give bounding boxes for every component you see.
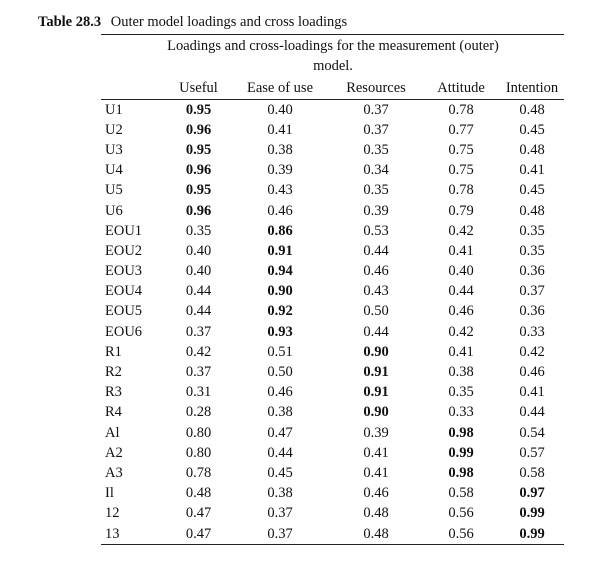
cell-resources: 0.39	[363, 202, 389, 219]
cell-ease-of-use: 0.39	[267, 162, 293, 179]
cell-resources: 0.37	[363, 121, 389, 138]
table-body	[101, 100, 564, 545]
row-label: U1	[105, 101, 123, 118]
cell-ease-of-use: 0.50	[267, 364, 293, 381]
cell-useful: 0.40	[185, 263, 212, 280]
table-caption	[38, 14, 347, 31]
cell-resources: 0.35	[363, 141, 389, 158]
cell-ease-of-use: 0.92	[267, 303, 293, 320]
table-description: Loadings and cross-loadings for the measurement (outer) model.	[167, 38, 499, 74]
table-row	[101, 282, 564, 302]
cell-intention: 0.48	[519, 101, 545, 118]
cell-attitude: 0.41	[448, 242, 474, 259]
cell-attitude: 0.42	[448, 323, 474, 340]
table-row	[101, 342, 564, 362]
cell-ease-of-use: 0.45	[267, 464, 293, 481]
table-row	[101, 383, 564, 403]
cell-ease-of-use: 0.38	[267, 485, 293, 502]
cell-resources: 0.35	[363, 182, 389, 199]
row-label: EOU3	[105, 263, 143, 280]
cell-intention: 0.57	[519, 444, 545, 461]
cell-useful: 0.78	[185, 464, 212, 481]
row-label: Al	[105, 424, 120, 441]
top-rule	[101, 34, 564, 35]
table-row	[101, 524, 564, 545]
cell-intention: 0.97	[519, 485, 545, 502]
cell-attitude: 0.38	[448, 364, 474, 381]
cell-attitude: 0.44	[448, 283, 474, 300]
cell-intention: 0.99	[500, 524, 564, 545]
column-header-resources: Resources	[330, 78, 422, 100]
cell-intention: 0.35	[519, 242, 545, 259]
cell-intention: 0.35	[519, 222, 545, 239]
table-row	[101, 423, 564, 443]
table-row	[101, 443, 564, 463]
cell-intention: 0.45	[519, 121, 545, 138]
cell-attitude: 0.40	[448, 263, 474, 280]
table-row	[101, 262, 564, 282]
cell-intention: 0.42	[519, 343, 545, 360]
cell-ease-of-use: 0.38	[267, 141, 293, 158]
cell-resources: 0.53	[363, 222, 389, 239]
column-header-attitude: Attitude	[422, 78, 500, 100]
cell-intention: 0.36	[519, 303, 545, 320]
cell-useful: 0.35	[185, 222, 212, 239]
table-row	[101, 302, 564, 322]
column-header-intention: Intention	[500, 78, 564, 100]
column-header-indicator	[101, 78, 167, 100]
cell-useful: 0.80	[185, 444, 212, 461]
cell-resources: 0.46	[363, 263, 389, 280]
cell-intention: 0.99	[519, 505, 545, 522]
row-label: U3	[105, 141, 123, 158]
cell-attitude: 0.78	[448, 101, 474, 118]
row-label: EOU5	[105, 303, 143, 320]
cell-useful: 0.37	[185, 323, 212, 340]
cell-attitude: 0.77	[448, 121, 474, 138]
cell-ease-of-use: 0.51	[267, 343, 293, 360]
cell-useful: 0.96	[185, 202, 212, 219]
cell-useful: 0.40	[185, 242, 212, 259]
cell-useful: 0.28	[185, 404, 212, 421]
table-row	[101, 120, 564, 140]
loadings-table	[101, 78, 564, 545]
cell-intention: 0.48	[519, 202, 545, 219]
cell-ease-of-use: 0.94	[267, 263, 293, 280]
row-label: U6	[105, 202, 123, 219]
row-label: EOU2	[105, 242, 143, 259]
cell-intention: 0.45	[519, 182, 545, 199]
cell-intention: 0.58	[519, 464, 545, 481]
row-label: EOU4	[105, 283, 143, 300]
row-label: A2	[105, 444, 123, 461]
cell-ease-of-use: 0.37	[267, 505, 293, 522]
cell-resources: 0.91	[363, 384, 389, 401]
table-row	[101, 241, 564, 261]
cell-attitude: 0.33	[448, 404, 474, 421]
cell-attitude: 0.79	[448, 202, 474, 219]
row-label: 13	[101, 524, 167, 545]
cell-useful: 0.47	[167, 524, 230, 545]
cell-resources: 0.90	[363, 404, 389, 421]
cell-ease-of-use: 0.41	[267, 121, 293, 138]
row-label: R2	[105, 364, 122, 381]
column-header-useful: Useful	[167, 78, 230, 100]
cell-attitude: 0.75	[448, 141, 474, 158]
cell-attitude: 0.42	[448, 222, 474, 239]
cell-useful: 0.42	[185, 343, 212, 360]
table-number: Table 28.3	[38, 14, 102, 30]
cell-useful: 0.96	[185, 121, 212, 138]
cell-ease-of-use: 0.47	[267, 424, 293, 441]
table-row	[101, 181, 564, 201]
table-row	[101, 221, 564, 241]
cell-intention: 0.46	[519, 364, 545, 381]
cell-intention: 0.33	[519, 323, 545, 340]
cell-ease-of-use: 0.91	[267, 242, 293, 259]
cell-resources: 0.41	[363, 464, 389, 481]
cell-useful: 0.37	[185, 364, 212, 381]
table-row	[101, 140, 564, 160]
cell-intention: 0.44	[519, 404, 545, 421]
table-row	[101, 322, 564, 342]
row-label: EOU1	[105, 222, 143, 239]
row-label: U5	[105, 182, 123, 199]
table-title: Outer model loadings and cross loadings	[110, 14, 348, 30]
cell-useful: 0.96	[185, 162, 212, 179]
cell-intention: 0.36	[519, 263, 545, 280]
row-label: U4	[105, 162, 123, 179]
cell-attitude: 0.58	[448, 485, 474, 502]
cell-attitude: 0.98	[448, 464, 474, 481]
cell-useful: 0.44	[185, 283, 212, 300]
cell-useful: 0.48	[185, 485, 212, 502]
cell-ease-of-use: 0.40	[267, 101, 293, 118]
row-label: R3	[105, 384, 122, 401]
cell-ease-of-use: 0.46	[267, 202, 293, 219]
cell-ease-of-use: 0.86	[267, 222, 293, 239]
cell-resources: 0.90	[363, 343, 389, 360]
cell-ease-of-use: 0.38	[267, 404, 293, 421]
cell-useful: 0.44	[185, 303, 212, 320]
cell-resources: 0.41	[363, 444, 389, 461]
row-label: R1	[105, 343, 122, 360]
table-row	[101, 362, 564, 382]
cell-attitude: 0.78	[448, 182, 474, 199]
cell-intention: 0.37	[519, 283, 545, 300]
cell-resources: 0.44	[363, 242, 389, 259]
cell-useful: 0.47	[185, 505, 212, 522]
cell-resources: 0.48	[330, 524, 422, 545]
cell-resources: 0.48	[363, 505, 389, 522]
row-label: 12	[105, 505, 120, 522]
cell-ease-of-use: 0.46	[267, 384, 293, 401]
cell-attitude: 0.35	[448, 384, 474, 401]
table-row	[101, 484, 564, 504]
table-row	[101, 161, 564, 181]
cell-attitude: 0.98	[448, 424, 474, 441]
cell-ease-of-use: 0.93	[267, 323, 293, 340]
row-label: U2	[105, 121, 123, 138]
cell-resources: 0.37	[363, 101, 389, 118]
cell-resources: 0.91	[363, 364, 389, 381]
cell-useful: 0.95	[185, 182, 212, 199]
cell-attitude: 0.75	[448, 162, 474, 179]
cell-resources: 0.34	[363, 162, 389, 179]
cell-intention: 0.41	[519, 162, 545, 179]
cell-ease-of-use: 0.44	[267, 444, 293, 461]
table-row	[101, 201, 564, 221]
cell-intention: 0.41	[519, 384, 545, 401]
header-row	[101, 78, 564, 100]
cell-resources: 0.50	[363, 303, 389, 320]
table-row	[101, 100, 564, 121]
cell-attitude: 0.41	[448, 343, 474, 360]
cell-attitude: 0.56	[422, 524, 500, 545]
cell-intention: 0.48	[519, 141, 545, 158]
cell-useful: 0.80	[185, 424, 212, 441]
cell-resources: 0.44	[363, 323, 389, 340]
cell-ease-of-use: 0.37	[230, 524, 330, 545]
row-label: A3	[105, 464, 123, 481]
cell-intention: 0.54	[519, 424, 545, 441]
table-row	[101, 403, 564, 423]
table-row	[101, 504, 564, 524]
column-header-ease-of-use: Ease of use	[230, 78, 330, 100]
cell-useful: 0.95	[185, 101, 212, 118]
cell-resources: 0.46	[363, 485, 389, 502]
row-label: R4	[105, 404, 122, 421]
cell-attitude: 0.46	[448, 303, 474, 320]
cell-useful: 0.31	[185, 384, 212, 401]
cell-attitude: 0.99	[448, 444, 474, 461]
row-label: Il	[105, 485, 114, 502]
cell-useful: 0.95	[185, 141, 212, 158]
cell-attitude: 0.56	[448, 505, 474, 522]
cell-ease-of-use: 0.43	[267, 182, 293, 199]
row-label: EOU6	[105, 323, 143, 340]
cell-ease-of-use: 0.90	[267, 283, 293, 300]
cell-resources: 0.39	[363, 424, 389, 441]
cell-resources: 0.43	[363, 283, 389, 300]
table-row	[101, 463, 564, 483]
